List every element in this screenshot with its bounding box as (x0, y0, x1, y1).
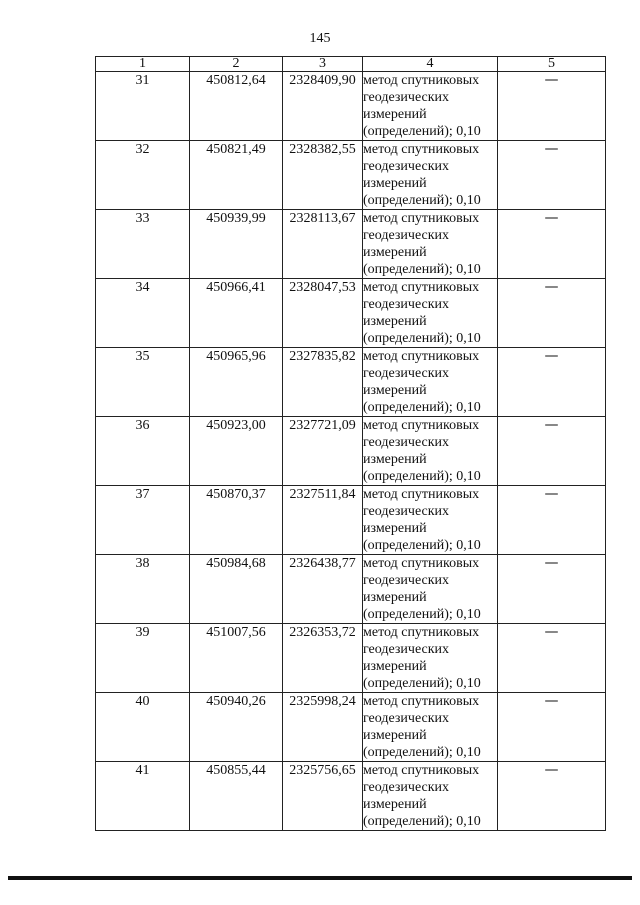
table-row (96, 72, 606, 141)
header-col-1: 1 (96, 57, 190, 72)
point-number: 36 (96, 417, 190, 486)
header-row (96, 57, 606, 72)
coord-y: 2325998,24 (283, 693, 363, 762)
coord-x: 450940,26 (190, 693, 283, 762)
table-row (96, 624, 606, 693)
table-row (96, 348, 606, 417)
point-number: 38 (96, 555, 190, 624)
point-number: 31 (96, 72, 190, 141)
table-row (96, 210, 606, 279)
coord-y: 2328047,53 (283, 279, 363, 348)
coord-x: 450939,99 (190, 210, 283, 279)
note-dash: — (498, 210, 606, 279)
header-col-4: 4 (363, 57, 498, 72)
method-description: метод спутниковых геодезических измерений (определений); 0,10 (363, 279, 498, 348)
table-row (96, 762, 606, 831)
point-number: 39 (96, 624, 190, 693)
note-dash: — (498, 555, 606, 624)
coord-x: 451007,56 (190, 624, 283, 693)
point-number: 40 (96, 693, 190, 762)
table-row (96, 417, 606, 486)
method-description: метод спутниковых геодезических измерений (определений); 0,10 (363, 624, 498, 693)
table-row (96, 693, 606, 762)
method-description: метод спутниковых геодезических измерений (определений); 0,10 (363, 210, 498, 279)
method-description: метод спутниковых геодезических измерений (определений); 0,10 (363, 348, 498, 417)
point-number: 37 (96, 486, 190, 555)
point-number: 32 (96, 141, 190, 210)
coord-y: 2328113,67 (283, 210, 363, 279)
method-description: метод спутниковых геодезических измерений (определений); 0,10 (363, 141, 498, 210)
note-dash: — (498, 141, 606, 210)
page-number: 145 (309, 31, 331, 46)
note-dash: — (498, 348, 606, 417)
note-dash: — (498, 624, 606, 693)
table-body (96, 72, 606, 831)
coord-x: 450821,49 (190, 141, 283, 210)
coord-y: 2327511,84 (283, 486, 363, 555)
coord-y: 2328382,55 (283, 141, 363, 210)
table-row (96, 555, 606, 624)
coord-x: 450984,68 (190, 555, 283, 624)
coord-x: 450965,96 (190, 348, 283, 417)
note-dash: — (498, 693, 606, 762)
coord-x: 450870,37 (190, 486, 283, 555)
note-dash: — (498, 279, 606, 348)
table-header (96, 57, 606, 72)
note-dash: — (498, 72, 606, 141)
table-row (96, 279, 606, 348)
coord-x: 450855,44 (190, 762, 283, 831)
bottom-rule (8, 876, 632, 880)
method-description: метод спутниковых геодезических измерений (определений); 0,10 (363, 72, 498, 141)
coord-y: 2327835,82 (283, 348, 363, 417)
coord-x: 450966,41 (190, 279, 283, 348)
method-description: метод спутниковых геодезических измерений (определений); 0,10 (363, 417, 498, 486)
note-dash: — (498, 486, 606, 555)
coord-x: 450923,00 (190, 417, 283, 486)
note-dash: — (498, 417, 606, 486)
point-number: 34 (96, 279, 190, 348)
coordinates-table (95, 56, 606, 831)
method-description: метод спутниковых геодезических измерений (определений); 0,10 (363, 486, 498, 555)
table-row (96, 486, 606, 555)
method-description: метод спутниковых геодезических измерений (определений); 0,10 (363, 762, 498, 831)
point-number: 41 (96, 762, 190, 831)
header-col-2: 2 (190, 57, 283, 72)
coord-y: 2326438,77 (283, 555, 363, 624)
table-row (96, 141, 606, 210)
coord-y: 2327721,09 (283, 417, 363, 486)
header-col-3: 3 (283, 57, 363, 72)
note-dash: — (498, 762, 606, 831)
coord-x: 450812,64 (190, 72, 283, 141)
coord-y: 2326353,72 (283, 624, 363, 693)
method-description: метод спутниковых геодезических измерений (определений); 0,10 (363, 555, 498, 624)
point-number: 33 (96, 210, 190, 279)
coord-y: 2328409,90 (283, 72, 363, 141)
point-number: 35 (96, 348, 190, 417)
method-description: метод спутниковых геодезических измерений (определений); 0,10 (363, 693, 498, 762)
coord-y: 2325756,65 (283, 762, 363, 831)
header-col-5: 5 (498, 57, 606, 72)
